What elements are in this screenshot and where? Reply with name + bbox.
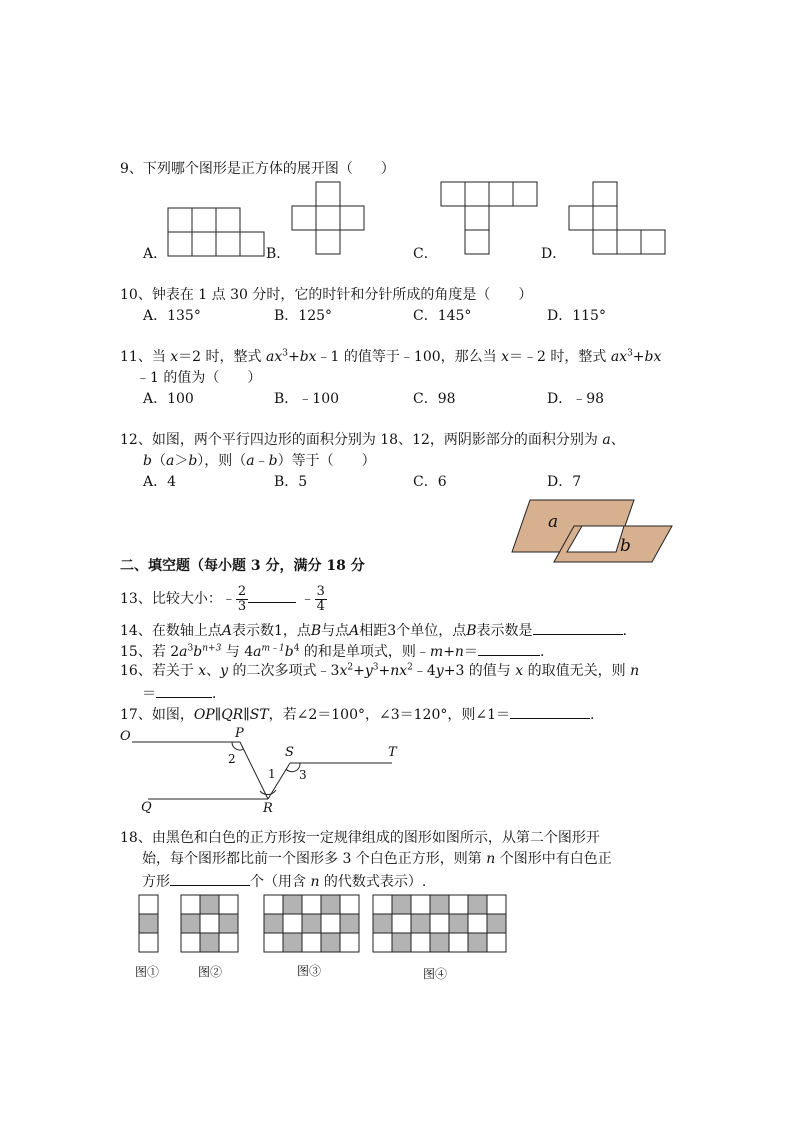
q11-option-c: C．98 xyxy=(413,391,456,407)
q18-figure4-square xyxy=(430,895,449,914)
q9-stem: 9、下列哪个图形是正方体的展开图（ ） xyxy=(120,161,395,177)
q18-figure3-square xyxy=(264,895,283,914)
q18-figure2-square xyxy=(219,933,238,952)
q11-line1: 11、当 x＝2 时，整式 $ax^3+bx﹣1$ 的值等于﹣100，那么当 x＝﹣2 时，整式 $ax^3+bx$ xyxy=(120,348,662,365)
q18-figure4-square xyxy=(411,914,430,933)
q9-option-d: D． xyxy=(541,246,567,262)
q18-figure4-square xyxy=(373,914,392,933)
q18-figure4-square xyxy=(468,895,487,914)
q9-option-a: A． xyxy=(143,246,168,262)
q18-figure4-square xyxy=(449,933,468,952)
q15-line: 15、若 $2a^3b^{n+3}$ 与 $4a^{m﹣1}b^4$ 的和是单项式，则﹣m+n＝ ． xyxy=(120,641,554,661)
q17-label-s: S xyxy=(285,745,294,760)
q12-label-b: b xyxy=(620,536,631,556)
q9-option-c: C． xyxy=(413,246,438,262)
q18-figure3-square xyxy=(321,895,340,914)
q10-option-a: A．135° xyxy=(143,308,201,324)
q10-option-b: B．125° xyxy=(274,308,333,324)
q18-figure2-square xyxy=(200,914,219,933)
q17-label-2: 2 xyxy=(228,752,236,766)
q18-figure3-square xyxy=(264,914,283,933)
q16-line1: 16、若关于 x、y 的二次多项式$﹣3x^2+y^3+nx^2﹣4y+3$ 的值与 x 的取值无关，则 n xyxy=(120,662,640,679)
q16-line2: ＝ ． xyxy=(142,683,226,703)
section2-title: 二、填空题（每小题 3 分，满分 18 分 xyxy=(120,558,365,574)
q9-option-b: B． xyxy=(266,246,291,262)
q17-label-3: 3 xyxy=(299,768,307,782)
q17-label-t: T xyxy=(388,745,397,760)
q17-label-q: Q xyxy=(141,800,152,815)
q17-label-p: P xyxy=(235,726,244,741)
q18-figure3-square xyxy=(321,914,340,933)
q18-caption-2: 图② xyxy=(198,965,223,979)
q11-option-d: D．﹣98 xyxy=(547,391,605,407)
q18-figure3-square xyxy=(283,914,302,933)
q18-figure3-square xyxy=(340,914,359,933)
q18-line1: 18、由黑色和白色的正方形按一定规律组成的图形如图所示，从第二个图形开 xyxy=(120,830,600,846)
q10-option-c: C．145° xyxy=(413,308,472,324)
q12-line2: b（a＞b），则（a﹣b）等于（ ） xyxy=(143,453,376,469)
q18-figure3-square xyxy=(302,914,321,933)
q18-figure2-square xyxy=(181,933,200,952)
q18-figure3-square xyxy=(264,933,283,952)
q11-line2: ﹣1 的值为（ ） xyxy=(136,370,262,386)
q13-fraction-2: $\frac{3}{4}$ xyxy=(316,583,325,614)
q17-line: 17、如图，OP∥QR∥ST，若∠2＝100°，∠3＝120°，则∠1＝ . xyxy=(120,704,594,724)
q14-line: 14、在数轴上点A表示数1，点B与点A相距3个单位，点B表示数是 . xyxy=(120,620,627,640)
q18-figure3-square xyxy=(302,895,321,914)
q13-line: 13、比较大小：﹣ $\frac{2}{3}$ ﹣ $\frac{3}{4}$ xyxy=(120,583,325,614)
q12-option-c: C．6 xyxy=(413,474,447,490)
q18-caption-3: 图③ xyxy=(297,964,322,978)
q18-figure2-square xyxy=(181,895,200,914)
q18-figure2-square xyxy=(200,895,219,914)
q18-figure2-square xyxy=(200,933,219,952)
q18-figure1-square xyxy=(139,895,158,914)
q18-figure4-square xyxy=(430,933,449,952)
q18-figure3-square xyxy=(340,933,359,952)
q18-figure4-square xyxy=(468,933,487,952)
q18-figure4-square xyxy=(449,914,468,933)
q18-caption-1: 图① xyxy=(135,965,160,979)
q13-fraction-1: $\frac{2}{3}$ xyxy=(237,583,247,614)
q18-figure3-square xyxy=(283,895,302,914)
q18-figure4-square xyxy=(468,914,487,933)
q11-option-a: A．100 xyxy=(143,391,194,407)
q18-figure4-square xyxy=(487,895,506,914)
q17-label-o: O xyxy=(120,729,131,744)
q18-figure3-square xyxy=(283,933,302,952)
q18-figure4-square xyxy=(392,914,411,933)
q18-figure2-square xyxy=(219,895,238,914)
q18-figure4-square xyxy=(411,895,430,914)
q18-figure3-square xyxy=(340,895,359,914)
q18-figure3-square xyxy=(321,933,340,952)
q10-option-d: D．115° xyxy=(547,308,606,324)
q18-figure4-square xyxy=(430,914,449,933)
q18-figure2-square xyxy=(219,914,238,933)
q10-stem: 10、钟表在 1 点 30 分时，它的时针和分针所成的角度是（ ） xyxy=(120,287,533,303)
q12-line1: 12、如图，两个平行四边形的面积分别为 18、12，两阴影部分的面积分别为 a、 xyxy=(120,432,625,448)
q18-figure4-square xyxy=(449,895,468,914)
q12-option-a: A．4 xyxy=(143,474,177,490)
q18-line3: 方形 个（用含 n 的代数式表示）. xyxy=(142,871,426,891)
q18-figure4-square xyxy=(392,933,411,952)
q18-figure4-square xyxy=(392,895,411,914)
q18-figure2-square xyxy=(181,914,200,933)
q18-figure4-square xyxy=(487,914,506,933)
q11-option-b: B．﹣100 xyxy=(274,391,340,407)
q18-figure1-square xyxy=(139,914,158,933)
q17-label-r: R xyxy=(263,801,273,816)
q18-figure3-square xyxy=(302,933,321,952)
q18-figure1-square xyxy=(139,933,158,952)
q18-caption-4: 图④ xyxy=(423,967,448,981)
q18-figure4-square xyxy=(373,933,392,952)
q12-option-d: D．7 xyxy=(547,474,582,490)
q17-label-1: 1 xyxy=(268,767,276,781)
q18-figure4-square xyxy=(373,895,392,914)
q18-line2: 始，每个图形都比前一个图形多 3 个白色正方形，则第 n 个图形中有白色正 xyxy=(142,851,612,867)
q12-option-b: B．5 xyxy=(274,474,308,490)
q18-figure4-square xyxy=(487,933,506,952)
q18-figure4-square xyxy=(411,933,430,952)
q12-label-a: a xyxy=(548,512,559,532)
